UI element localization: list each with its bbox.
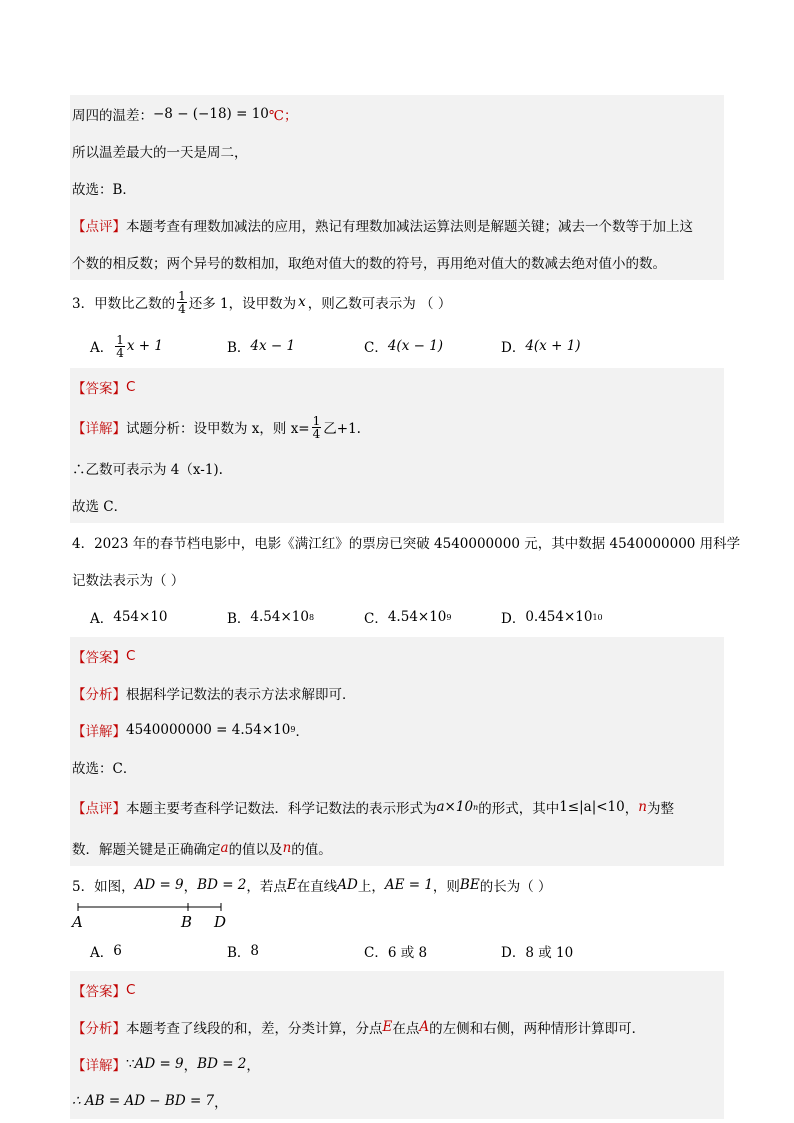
answer-line (70, 368, 724, 405)
text: 上， (357, 878, 385, 895)
text: 为整 (646, 801, 674, 817)
option-value: 6 (113, 943, 122, 959)
answer-tag: 【答案】 (72, 983, 126, 1000)
question-3-stem (70, 280, 724, 324)
text: ，则 (432, 878, 460, 895)
fraction (312, 415, 322, 440)
review-tag: 【点评】 (72, 218, 126, 235)
text: ，则乙数可表示为 （ ） (307, 296, 452, 312)
exponent: n (473, 802, 479, 812)
option-b[interactable] (227, 941, 364, 961)
point-b-label: B (181, 913, 193, 931)
review-tag: 【点评】 (72, 801, 126, 817)
option-d[interactable] (501, 336, 638, 356)
point-d-label: D (214, 913, 227, 931)
text: 的值。 (291, 841, 332, 858)
solution-line (70, 95, 724, 132)
exponent: 10 (592, 612, 603, 622)
math-expression: 1≤|a|<10 (559, 799, 625, 815)
answer-tag: 【答案】 (72, 380, 126, 397)
text: 的形式，其中 (478, 801, 560, 817)
text: ， (183, 1057, 198, 1074)
text: ， (214, 1094, 228, 1111)
review-line (70, 243, 724, 280)
fraction (115, 334, 125, 359)
option-a[interactable] (90, 607, 227, 627)
option-c[interactable] (364, 941, 501, 961)
text: ． (295, 723, 309, 740)
text: 的长为（ ） (479, 878, 552, 895)
review-line (70, 206, 724, 243)
option-b[interactable] (227, 336, 364, 356)
text: 个数的相反数；两个异号的数相加，取绝对值大的数的符号，再用绝对值大的数减去绝对值小的数。 (72, 255, 666, 272)
answer-value: C (126, 378, 136, 395)
unit-text: ℃； (268, 107, 298, 124)
text: 本题考查有理数加减法的应用，熟记有理数加减法运算法则是解题关键；减去一个数等于加上这 (126, 218, 693, 235)
text: 还多 1，设甲数为 (188, 296, 297, 312)
math-expression: AD = 9 (134, 876, 184, 893)
option-a[interactable] (90, 334, 227, 359)
option-a[interactable] (90, 941, 227, 961)
question-4-solution-block (70, 637, 724, 866)
answer-value: C (126, 647, 136, 664)
text: 周四的温差： (72, 107, 153, 124)
segment-figure (70, 903, 724, 931)
text: 本题考查了线段的和，差，分类计算，分点 (126, 1020, 383, 1037)
detail-line (70, 405, 724, 449)
text: ，若点 (246, 878, 287, 895)
because-symbol: ∵ (126, 1055, 135, 1072)
point-a-label: A (72, 913, 83, 931)
text: 4．2023 年的春节档电影中，电影《满江红》的票房已突破 4540000000 元，其中数据 4540000000 用科学 (72, 535, 741, 552)
question-3-solution-block (70, 368, 724, 523)
option-label: C． (364, 945, 388, 961)
analysis-line (70, 674, 724, 711)
option-value: 6 或 8 (387, 945, 428, 961)
option-label: D． (501, 945, 526, 961)
text: 故选：B． (72, 181, 136, 198)
question-4-options (70, 597, 724, 637)
numerator: 1 (178, 288, 186, 303)
text: 故选：C． (72, 760, 137, 777)
text: 数．解题关键是正确确定 (72, 841, 221, 858)
denominator: 4 (312, 426, 321, 441)
variable: n (638, 799, 647, 815)
denominator: 4 (116, 345, 124, 360)
text: 试题分析：设甲数为 x，则 x= (126, 421, 310, 437)
detail-tag: 【详解】 (72, 421, 126, 437)
option-label: C． (364, 340, 388, 356)
question-5-options (70, 931, 724, 971)
option-label: A． (90, 611, 114, 627)
math-expression: 4540000000 = 4.54×10 (126, 721, 291, 738)
option-label: A． (90, 945, 114, 961)
answer-tag: 【答案】 (72, 649, 126, 666)
exponent: 9 (290, 725, 296, 734)
detail-line (70, 711, 724, 748)
text: 3．甲数比乙数的 (72, 296, 176, 312)
text: ， (624, 801, 639, 817)
document-page (70, 95, 741, 1119)
solution-line (70, 169, 724, 206)
text: 根据科学记数法的表示方法求解即可． (126, 686, 356, 703)
text: ∴乙数可表示为 4（x-1). (72, 461, 223, 478)
variable: a (220, 839, 229, 856)
math-expression: BD = 2 (197, 876, 247, 893)
answer-line (70, 637, 724, 674)
denominator: 4 (178, 301, 186, 316)
variable: E (382, 1018, 393, 1035)
text: 在直线 (296, 878, 338, 895)
math-expression: ∴ AB = AD − BD = 7 (72, 1092, 215, 1109)
text: ， (246, 1057, 260, 1074)
option-expression: 4.54×10 (387, 609, 447, 625)
numerator: 1 (116, 332, 124, 347)
option-c[interactable] (364, 336, 501, 356)
math-expression: −8 − (−18) = 10 (153, 105, 269, 122)
option-expression: 4.54×10 (250, 609, 309, 625)
detail-line (70, 449, 724, 486)
option-b[interactable] (227, 607, 364, 627)
detail-line (70, 1045, 724, 1082)
option-label: B． (227, 945, 251, 961)
question-3-options (70, 324, 724, 368)
option-label: C． (364, 611, 388, 627)
question-5-solution-block (70, 971, 724, 1119)
detail-line (70, 486, 724, 523)
variable: n (282, 839, 292, 856)
question-4-stem (70, 523, 741, 560)
option-expression: x + 1 (126, 338, 163, 354)
text: 在点 (392, 1020, 420, 1037)
math-expression: AE = 1 (384, 876, 433, 893)
text: 本题主要考查科学记数法．科学记数法的表示形式为 (126, 801, 437, 817)
review-line (70, 785, 724, 829)
text: 乙+1. (323, 421, 361, 437)
answer-value: C (126, 981, 136, 998)
variable: A (419, 1018, 430, 1035)
variable: E (286, 876, 297, 893)
option-label: A． (90, 340, 114, 356)
option-expression: 454×10 (113, 609, 168, 625)
exponent: 8 (308, 612, 315, 622)
option-expression: 4x − 1 (250, 338, 296, 354)
analysis-tag: 【分析】 (72, 686, 126, 703)
option-d[interactable] (501, 941, 638, 961)
text: 的左侧和右侧，两种情形计算即可． (429, 1020, 646, 1037)
variable: BE (459, 876, 480, 893)
text: 所以温差最大的一天是周二， (72, 144, 248, 161)
solution-line (70, 132, 724, 169)
numerator: 1 (312, 413, 321, 428)
math-expression: a×10 (436, 799, 474, 815)
detail-tag: 【详解】 (72, 1057, 126, 1074)
option-value: 8 (250, 943, 260, 959)
math-expression: AD = 9 (134, 1055, 184, 1072)
option-expression: 4(x + 1) (525, 338, 581, 354)
option-label: B． (227, 611, 251, 627)
option-expression: 0.454×10 (525, 609, 593, 625)
question-5-stem (70, 866, 724, 903)
detail-line (70, 1082, 724, 1119)
text: 5．如图， (72, 878, 135, 895)
text: 记数法表示为（ ） (72, 572, 185, 589)
variable: AD (337, 876, 358, 893)
previous-solution-block (70, 95, 724, 280)
variable: x (298, 294, 306, 310)
option-label: D． (501, 340, 526, 356)
exponent: 9 (446, 612, 452, 622)
math-expression: BD = 2 (197, 1055, 247, 1072)
question-4-stem (70, 560, 724, 597)
option-label: D． (501, 611, 526, 627)
answer-line (70, 971, 724, 1008)
option-c[interactable] (364, 607, 501, 627)
review-line (70, 829, 724, 866)
option-expression: 4(x − 1) (387, 338, 444, 354)
analysis-tag: 【分析】 (72, 1020, 126, 1037)
fraction (177, 290, 187, 315)
detail-tag: 【详解】 (72, 723, 126, 740)
option-value: 8 或 10 (525, 945, 574, 961)
option-d[interactable] (501, 607, 638, 627)
text: 的值以及 (228, 841, 283, 858)
segment-diagram (70, 903, 270, 931)
text: ， (183, 878, 198, 895)
option-label: B． (227, 340, 251, 356)
analysis-line (70, 1008, 724, 1045)
detail-line (70, 748, 724, 785)
text: 故选 C． (72, 498, 128, 515)
